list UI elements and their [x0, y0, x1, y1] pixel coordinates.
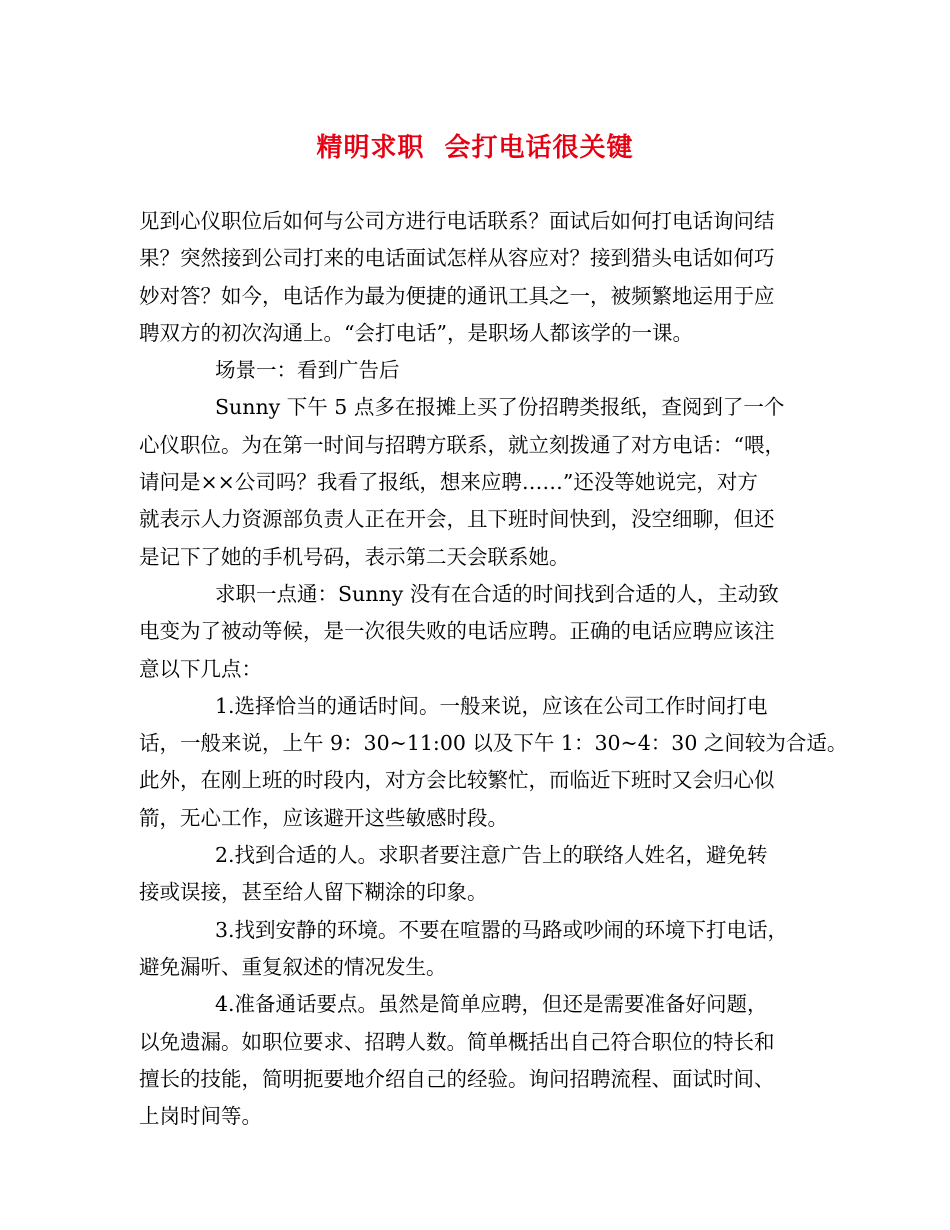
text-line: 以免遗漏。如职位要求、招聘人数。简单概括出自己符合职位的特长和 [139, 1029, 775, 1054]
text-line: 上岗时间等。 [139, 1104, 262, 1129]
text-line: 心仪职位。为在第一时间与招聘方联系，就立刻拨通了对方电话：“喂， [139, 432, 785, 457]
text-line: 见到心仪职位后如何与公司方进行电话联系？面试后如何打电话询问结 [139, 209, 775, 233]
text-line: 妙对答？如今，电话作为最为便捷的通讯工具之一，被频繁地运用于应 [139, 283, 775, 308]
text-line: 聘双方的初次沟通上。“会打电话”，是职场人都该学的一课。 [139, 320, 693, 345]
text-line: 话，一般来说，上午 9：30~11:00 以及下午 1：30~4：30 之间较为合适。 [139, 731, 848, 756]
text-line: 擅长的技能，简明扼要地介绍自己的经验。询问招聘流程、面试时间、 [139, 1066, 775, 1091]
text-line: 求职一点通：Sunny 没有在合适的时间找到合适的人，主动致 [215, 581, 779, 606]
text-line: 接或误接，甚至给人留下糊涂的印象。 [139, 880, 488, 905]
text-line: Sunny 下午 5 点多在报摊上买了份招聘类报纸，查阅到了一个 [215, 395, 785, 420]
list-item-1: 1.选择恰当的通话时间。一般来说，应该在公司工作时间打电 [215, 693, 768, 718]
text-line: 请问是××公司吗？我看了报纸，想来应聘……”还没等她说完，对方 [139, 470, 758, 495]
list-item-2: 2.找到合适的人。求职者要注意广告上的联络人姓名，避免转 [215, 843, 768, 868]
text-line: 意以下几点： [139, 656, 262, 681]
scene-heading: 场景一：看到广告后 [215, 358, 400, 383]
text-line: 避免漏听、重复叙述的情况发生。 [139, 954, 447, 979]
text-line: 电变为了被动等候，是一次很失败的电话应聘。正确的电话应聘应该注 [139, 619, 775, 644]
document-body [139, 203, 848, 1135]
text-line: 果？突然接到公司打来的电话面试怎样从容应对？接到猎头电话如何巧 [139, 246, 775, 271]
list-item-4: 4.准备通话要点。虽然是简单应聘，但还是需要准备好问题， [215, 992, 768, 1017]
document-title: 精明求职 会打电话很关键 [316, 133, 634, 163]
text-line: 箭，无心工作，应该避开这些敏感时段。 [139, 805, 508, 830]
text-line: 此外，在刚上班的时段内，对方会比较繁忙，而临近下班时又会归心似 [139, 768, 775, 793]
list-item-3: 3.找到安静的环境。不要在喧嚣的马路或吵闹的环境下打电话， [215, 917, 789, 942]
text-line: 是记下了她的手机号码，表示第二天会联系她。 [139, 544, 570, 569]
text-line: 就表示人力资源部负责人正在开会，且下班时间快到，没空细聊，但还 [139, 507, 775, 532]
